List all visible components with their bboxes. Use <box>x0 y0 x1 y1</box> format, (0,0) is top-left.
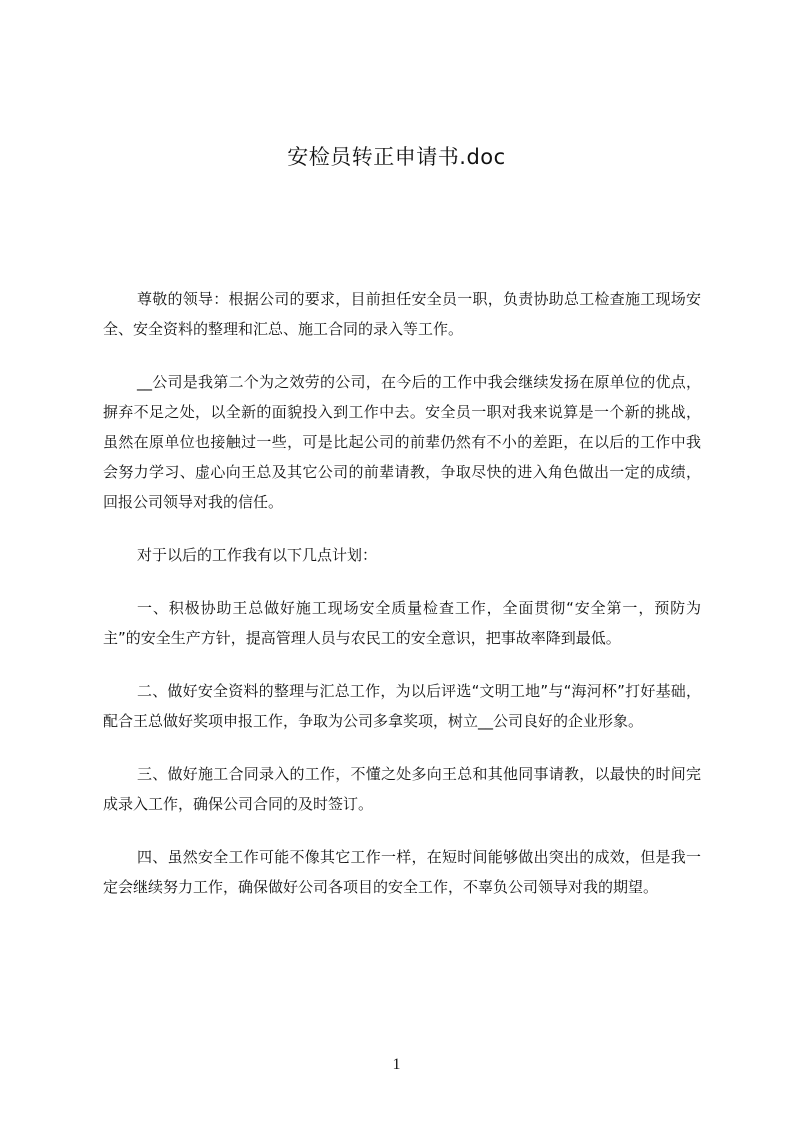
paragraph-plan-2: 二、做好安全资料的整理与汇总工作，为以后评选“文明工地”与“海河杯”打好基础，配合王总做好奖项申报工作，争取为公司多拿奖项，树立__公司良好的企业形象。 <box>103 682 701 730</box>
paragraph-greeting: 尊敬的领导：根据公司的要求，目前担任安全员一职，负责协助总工检查施工现场安全、安全资料的整理和汇总、施工合同的录入等工作。 <box>103 290 701 338</box>
page-number: 1 <box>392 1056 401 1073</box>
paragraph-plan-1: 一、积极协助王总做好施工现场安全质量检查工作，全面贯彻“安全第一，预防为主”的安全生产方针，提高管理人员与农民工的安全意识，把事故率降到最低。 <box>103 599 701 647</box>
document-body <box>103 284 701 925</box>
paragraph-plan-4: 四、虽然安全工作可能不像其它工作一样，在短时间能够做出突出的成效，但是我一定会继续努力工作，确保做好公司各项目的安全工作，不辜负公司领导对我的期望。 <box>103 848 701 896</box>
paragraph-plan-3: 三、做好施工合同录入的工作，不懂之处多向王总和其他同事请教，以最快的时间完成录入工作，确保公司合同的及时签订。 <box>103 765 701 813</box>
paragraph-introduction: __公司是我第二个为之效劳的公司，在今后的工作中我会继续发扬在原单位的优点，摒弃不足之处，以全新的面貌投入到工作中去。安全员一职对我来说算是一个新的挑战，虽然在原单位也接触过一些，可是比起公司的前辈仍然有不小的差距，在以后的工作中我会努力学习、虚心向王总及其它公司的前辈请教，争取尽快的进入角色做出一定的成绩，回报公司领导对我的信任。 <box>103 373 701 511</box>
document-title: 安检员转正申请书.doc <box>287 145 506 169</box>
paragraph-plan-intro: 对于以后的工作我有以下几点计划： <box>137 546 378 564</box>
